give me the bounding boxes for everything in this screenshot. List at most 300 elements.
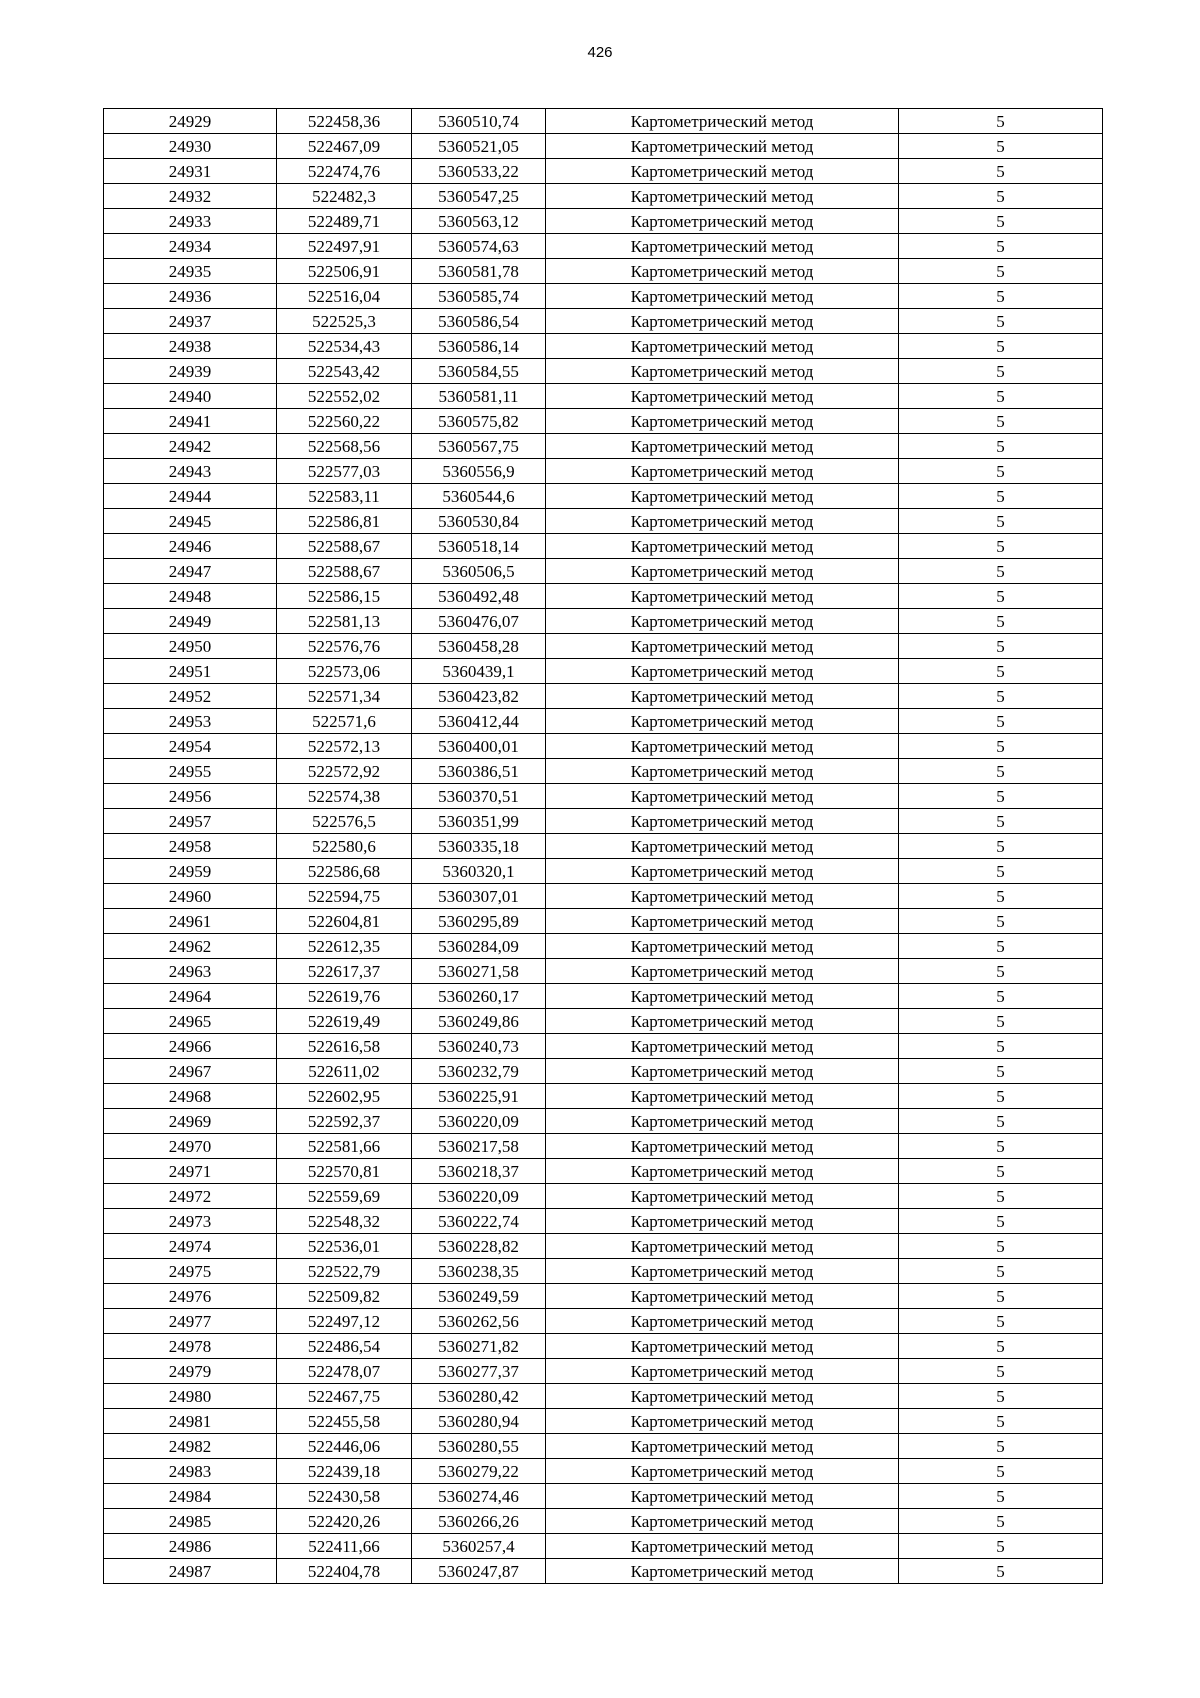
- x-coordinate-cell: 522586,15: [277, 584, 412, 609]
- accuracy-cell: 5: [899, 384, 1103, 409]
- accuracy-cell: 5: [899, 434, 1103, 459]
- table-row: [104, 484, 1103, 509]
- x-coordinate-cell: 522588,67: [277, 534, 412, 559]
- coordinates-table-body: [104, 109, 1103, 1584]
- point-number-cell: 24950: [104, 634, 277, 659]
- point-number-cell: 24948: [104, 584, 277, 609]
- method-cell: Картометрический метод: [546, 1409, 899, 1434]
- point-number-cell: 24941: [104, 409, 277, 434]
- point-number-cell: 24931: [104, 159, 277, 184]
- y-coordinate-cell: 5360279,22: [412, 1459, 546, 1484]
- y-coordinate-cell: 5360506,5: [412, 559, 546, 584]
- y-coordinate-cell: 5360280,55: [412, 1434, 546, 1459]
- point-number-cell: 24982: [104, 1434, 277, 1459]
- x-coordinate-cell: 522458,36: [277, 109, 412, 134]
- x-coordinate-cell: 522486,54: [277, 1334, 412, 1359]
- y-coordinate-cell: 5360567,75: [412, 434, 546, 459]
- method-cell: Картометрический метод: [546, 334, 899, 359]
- accuracy-cell: 5: [899, 559, 1103, 584]
- accuracy-cell: 5: [899, 1409, 1103, 1434]
- y-coordinate-cell: 5360240,73: [412, 1034, 546, 1059]
- x-coordinate-cell: 522572,13: [277, 734, 412, 759]
- point-number-cell: 24957: [104, 809, 277, 834]
- page-number: 426: [587, 44, 613, 61]
- accuracy-cell: 5: [899, 584, 1103, 609]
- method-cell: Картометрический метод: [546, 1184, 899, 1209]
- accuracy-cell: 5: [899, 184, 1103, 209]
- x-coordinate-cell: 522573,06: [277, 659, 412, 684]
- x-coordinate-cell: 522588,67: [277, 559, 412, 584]
- y-coordinate-cell: 5360218,37: [412, 1159, 546, 1184]
- method-cell: Картометрический метод: [546, 934, 899, 959]
- accuracy-cell: 5: [899, 1209, 1103, 1234]
- method-cell: Картометрический метод: [546, 1534, 899, 1559]
- accuracy-cell: 5: [899, 259, 1103, 284]
- table-row: [104, 284, 1103, 309]
- x-coordinate-cell: 522525,3: [277, 309, 412, 334]
- table-row: [104, 1059, 1103, 1084]
- table-row: [104, 884, 1103, 909]
- x-coordinate-cell: 522497,12: [277, 1309, 412, 1334]
- point-number-cell: 24970: [104, 1134, 277, 1159]
- table-row: [104, 634, 1103, 659]
- method-cell: Картометрический метод: [546, 784, 899, 809]
- table-row: [104, 359, 1103, 384]
- x-coordinate-cell: 522534,43: [277, 334, 412, 359]
- method-cell: Картометрический метод: [546, 809, 899, 834]
- point-number-cell: 24951: [104, 659, 277, 684]
- method-cell: Картометрический метод: [546, 884, 899, 909]
- method-cell: Картометрический метод: [546, 709, 899, 734]
- accuracy-cell: 5: [899, 709, 1103, 734]
- point-number-cell: 24980: [104, 1384, 277, 1409]
- table-row: [104, 259, 1103, 284]
- accuracy-cell: 5: [899, 1509, 1103, 1534]
- x-coordinate-cell: 522574,38: [277, 784, 412, 809]
- table-row: [104, 1084, 1103, 1109]
- method-cell: Картометрический метод: [546, 1109, 899, 1134]
- accuracy-cell: 5: [899, 959, 1103, 984]
- point-number-cell: 24956: [104, 784, 277, 809]
- table-row: [104, 234, 1103, 259]
- coordinates-table: [103, 108, 1103, 1584]
- table-row: [104, 1184, 1103, 1209]
- y-coordinate-cell: 5360217,58: [412, 1134, 546, 1159]
- x-coordinate-cell: 522482,3: [277, 184, 412, 209]
- table-row: [104, 384, 1103, 409]
- x-coordinate-cell: 522604,81: [277, 909, 412, 934]
- method-cell: Картометрический метод: [546, 534, 899, 559]
- point-number-cell: 24930: [104, 134, 277, 159]
- table-row: [104, 334, 1103, 359]
- x-coordinate-cell: 522580,6: [277, 834, 412, 859]
- y-coordinate-cell: 5360544,6: [412, 484, 546, 509]
- point-number-cell: 24983: [104, 1459, 277, 1484]
- method-cell: Картометрический метод: [546, 659, 899, 684]
- table-row: [104, 1109, 1103, 1134]
- table-row: [104, 984, 1103, 1009]
- x-coordinate-cell: 522497,91: [277, 234, 412, 259]
- x-coordinate-cell: 522571,34: [277, 684, 412, 709]
- method-cell: Картометрический метод: [546, 1209, 899, 1234]
- table-row: [104, 909, 1103, 934]
- method-cell: Картометрический метод: [546, 559, 899, 584]
- method-cell: Картометрический метод: [546, 409, 899, 434]
- x-coordinate-cell: 522509,82: [277, 1284, 412, 1309]
- point-number-cell: 24985: [104, 1509, 277, 1534]
- method-cell: Картометрический метод: [546, 434, 899, 459]
- x-coordinate-cell: 522576,76: [277, 634, 412, 659]
- method-cell: Картометрический метод: [546, 1384, 899, 1409]
- x-coordinate-cell: 522619,76: [277, 984, 412, 1009]
- point-number-cell: 24938: [104, 334, 277, 359]
- method-cell: Картометрический метод: [546, 1359, 899, 1384]
- y-coordinate-cell: 5360521,05: [412, 134, 546, 159]
- accuracy-cell: 5: [899, 1434, 1103, 1459]
- x-coordinate-cell: 522439,18: [277, 1459, 412, 1484]
- y-coordinate-cell: 5360584,55: [412, 359, 546, 384]
- table-row: [104, 1234, 1103, 1259]
- point-number-cell: 24966: [104, 1034, 277, 1059]
- y-coordinate-cell: 5360586,14: [412, 334, 546, 359]
- table-row: [104, 459, 1103, 484]
- method-cell: Картометрический метод: [546, 1234, 899, 1259]
- x-coordinate-cell: 522619,49: [277, 1009, 412, 1034]
- method-cell: Картометрический метод: [546, 759, 899, 784]
- table-row: [104, 1334, 1103, 1359]
- point-number-cell: 24972: [104, 1184, 277, 1209]
- y-coordinate-cell: 5360439,1: [412, 659, 546, 684]
- y-coordinate-cell: 5360220,09: [412, 1184, 546, 1209]
- point-number-cell: 24929: [104, 109, 277, 134]
- accuracy-cell: 5: [899, 459, 1103, 484]
- accuracy-cell: 5: [899, 209, 1103, 234]
- table-row: [104, 1009, 1103, 1034]
- point-number-cell: 24976: [104, 1284, 277, 1309]
- accuracy-cell: 5: [899, 234, 1103, 259]
- y-coordinate-cell: 5360228,82: [412, 1234, 546, 1259]
- y-coordinate-cell: 5360277,37: [412, 1359, 546, 1384]
- table-row: [104, 1384, 1103, 1409]
- point-number-cell: 24944: [104, 484, 277, 509]
- point-number-cell: 24946: [104, 534, 277, 559]
- point-number-cell: 24964: [104, 984, 277, 1009]
- x-coordinate-cell: 522543,42: [277, 359, 412, 384]
- point-number-cell: 24978: [104, 1334, 277, 1359]
- y-coordinate-cell: 5360518,14: [412, 534, 546, 559]
- table-row: [104, 609, 1103, 634]
- x-coordinate-cell: 522474,76: [277, 159, 412, 184]
- table-row: [104, 1309, 1103, 1334]
- table-row: [104, 1409, 1103, 1434]
- x-coordinate-cell: 522572,92: [277, 759, 412, 784]
- accuracy-cell: 5: [899, 809, 1103, 834]
- x-coordinate-cell: 522548,32: [277, 1209, 412, 1234]
- accuracy-cell: 5: [899, 1459, 1103, 1484]
- table-row: [104, 1434, 1103, 1459]
- accuracy-cell: 5: [899, 1284, 1103, 1309]
- y-coordinate-cell: 5360556,9: [412, 459, 546, 484]
- table-row: [104, 1459, 1103, 1484]
- method-cell: Картометрический метод: [546, 984, 899, 1009]
- y-coordinate-cell: 5360412,44: [412, 709, 546, 734]
- accuracy-cell: 5: [899, 359, 1103, 384]
- y-coordinate-cell: 5360271,58: [412, 959, 546, 984]
- y-coordinate-cell: 5360458,28: [412, 634, 546, 659]
- y-coordinate-cell: 5360249,86: [412, 1009, 546, 1034]
- accuracy-cell: 5: [899, 159, 1103, 184]
- table-row: [104, 1134, 1103, 1159]
- table-row: [104, 959, 1103, 984]
- accuracy-cell: 5: [899, 134, 1103, 159]
- table-row: [104, 1209, 1103, 1234]
- table-row: [104, 159, 1103, 184]
- method-cell: Картометрический метод: [546, 1034, 899, 1059]
- table-row: [104, 1484, 1103, 1509]
- method-cell: Картометрический метод: [546, 384, 899, 409]
- accuracy-cell: 5: [899, 934, 1103, 959]
- x-coordinate-cell: 522455,58: [277, 1409, 412, 1434]
- method-cell: Картометрический метод: [546, 909, 899, 934]
- point-number-cell: 24937: [104, 309, 277, 334]
- accuracy-cell: 5: [899, 834, 1103, 859]
- y-coordinate-cell: 5360320,1: [412, 859, 546, 884]
- method-cell: Картометрический метод: [546, 1459, 899, 1484]
- y-coordinate-cell: 5360530,84: [412, 509, 546, 534]
- method-cell: Картометрический метод: [546, 584, 899, 609]
- point-number-cell: 24933: [104, 209, 277, 234]
- accuracy-cell: 5: [899, 334, 1103, 359]
- accuracy-cell: 5: [899, 684, 1103, 709]
- method-cell: Картометрический метод: [546, 509, 899, 534]
- y-coordinate-cell: 5360257,4: [412, 1534, 546, 1559]
- x-coordinate-cell: 522560,22: [277, 409, 412, 434]
- method-cell: Картометрический метод: [546, 1159, 899, 1184]
- accuracy-cell: 5: [899, 984, 1103, 1009]
- table-row: [104, 1509, 1103, 1534]
- method-cell: Картометрический метод: [546, 1559, 899, 1584]
- point-number-cell: 24953: [104, 709, 277, 734]
- y-coordinate-cell: 5360581,78: [412, 259, 546, 284]
- x-coordinate-cell: 522616,58: [277, 1034, 412, 1059]
- y-coordinate-cell: 5360581,11: [412, 384, 546, 409]
- table-row: [104, 1559, 1103, 1584]
- method-cell: Картометрический метод: [546, 1309, 899, 1334]
- accuracy-cell: 5: [899, 309, 1103, 334]
- point-number-cell: 24963: [104, 959, 277, 984]
- table-row: [104, 659, 1103, 684]
- x-coordinate-cell: 522586,68: [277, 859, 412, 884]
- accuracy-cell: 5: [899, 634, 1103, 659]
- table-row: [104, 1359, 1103, 1384]
- accuracy-cell: 5: [899, 484, 1103, 509]
- method-cell: Картометрический метод: [546, 1134, 899, 1159]
- table-row: [104, 759, 1103, 784]
- method-cell: Картометрический метод: [546, 1334, 899, 1359]
- y-coordinate-cell: 5360400,01: [412, 734, 546, 759]
- table-row: [104, 409, 1103, 434]
- point-number-cell: 24940: [104, 384, 277, 409]
- method-cell: Картометрический метод: [546, 359, 899, 384]
- accuracy-cell: 5: [899, 284, 1103, 309]
- point-number-cell: 24954: [104, 734, 277, 759]
- y-coordinate-cell: 5360575,82: [412, 409, 546, 434]
- method-cell: Картометрический метод: [546, 1284, 899, 1309]
- x-coordinate-cell: 522516,04: [277, 284, 412, 309]
- point-number-cell: 24936: [104, 284, 277, 309]
- accuracy-cell: 5: [899, 759, 1103, 784]
- y-coordinate-cell: 5360386,51: [412, 759, 546, 784]
- y-coordinate-cell: 5360222,74: [412, 1209, 546, 1234]
- accuracy-cell: 5: [899, 409, 1103, 434]
- table-row: [104, 134, 1103, 159]
- x-coordinate-cell: 522592,37: [277, 1109, 412, 1134]
- accuracy-cell: 5: [899, 1009, 1103, 1034]
- x-coordinate-cell: 522568,56: [277, 434, 412, 459]
- point-number-cell: 24986: [104, 1534, 277, 1559]
- method-cell: Картометрический метод: [546, 634, 899, 659]
- method-cell: Картометрический метод: [546, 859, 899, 884]
- x-coordinate-cell: 522559,69: [277, 1184, 412, 1209]
- x-coordinate-cell: 522577,03: [277, 459, 412, 484]
- table-row: [104, 584, 1103, 609]
- point-number-cell: 24979: [104, 1359, 277, 1384]
- y-coordinate-cell: 5360271,82: [412, 1334, 546, 1359]
- table-row: [104, 184, 1103, 209]
- point-number-cell: 24965: [104, 1009, 277, 1034]
- accuracy-cell: 5: [899, 1234, 1103, 1259]
- accuracy-cell: 5: [899, 1184, 1103, 1209]
- point-number-cell: 24949: [104, 609, 277, 634]
- point-number-cell: 24943: [104, 459, 277, 484]
- y-coordinate-cell: 5360247,87: [412, 1559, 546, 1584]
- method-cell: Картометрический метод: [546, 1484, 899, 1509]
- point-number-cell: 24945: [104, 509, 277, 534]
- table-row: [104, 209, 1103, 234]
- method-cell: Картометрический метод: [546, 109, 899, 134]
- method-cell: Картометрический метод: [546, 284, 899, 309]
- x-coordinate-cell: 522411,66: [277, 1534, 412, 1559]
- y-coordinate-cell: 5360280,94: [412, 1409, 546, 1434]
- method-cell: Картометрический метод: [546, 1434, 899, 1459]
- x-coordinate-cell: 522467,09: [277, 134, 412, 159]
- x-coordinate-cell: 522581,13: [277, 609, 412, 634]
- y-coordinate-cell: 5360533,22: [412, 159, 546, 184]
- y-coordinate-cell: 5360232,79: [412, 1059, 546, 1084]
- y-coordinate-cell: 5360295,89: [412, 909, 546, 934]
- method-cell: Картометрический метод: [546, 184, 899, 209]
- y-coordinate-cell: 5360266,26: [412, 1509, 546, 1534]
- x-coordinate-cell: 522583,11: [277, 484, 412, 509]
- y-coordinate-cell: 5360284,09: [412, 934, 546, 959]
- point-number-cell: 24977: [104, 1309, 277, 1334]
- accuracy-cell: 5: [899, 784, 1103, 809]
- y-coordinate-cell: 5360238,35: [412, 1259, 546, 1284]
- accuracy-cell: 5: [899, 1334, 1103, 1359]
- point-number-cell: 24932: [104, 184, 277, 209]
- table-row: [104, 309, 1103, 334]
- method-cell: Картометрический метод: [546, 1509, 899, 1534]
- x-coordinate-cell: 522404,78: [277, 1559, 412, 1584]
- x-coordinate-cell: 522594,75: [277, 884, 412, 909]
- point-number-cell: 24939: [104, 359, 277, 384]
- accuracy-cell: 5: [899, 1559, 1103, 1584]
- point-number-cell: 24952: [104, 684, 277, 709]
- method-cell: Картометрический метод: [546, 609, 899, 634]
- x-coordinate-cell: 522602,95: [277, 1084, 412, 1109]
- point-number-cell: 24947: [104, 559, 277, 584]
- method-cell: Картометрический метод: [546, 834, 899, 859]
- table-row: [104, 1034, 1103, 1059]
- table-row: [104, 734, 1103, 759]
- accuracy-cell: 5: [899, 109, 1103, 134]
- y-coordinate-cell: 5360574,63: [412, 234, 546, 259]
- x-coordinate-cell: 522478,07: [277, 1359, 412, 1384]
- table-row: [104, 1259, 1103, 1284]
- y-coordinate-cell: 5360370,51: [412, 784, 546, 809]
- x-coordinate-cell: 522571,6: [277, 709, 412, 734]
- x-coordinate-cell: 522617,37: [277, 959, 412, 984]
- y-coordinate-cell: 5360274,46: [412, 1484, 546, 1509]
- y-coordinate-cell: 5360220,09: [412, 1109, 546, 1134]
- y-coordinate-cell: 5360423,82: [412, 684, 546, 709]
- point-number-cell: 24973: [104, 1209, 277, 1234]
- accuracy-cell: 5: [899, 1534, 1103, 1559]
- table-row: [104, 534, 1103, 559]
- point-number-cell: 24969: [104, 1109, 277, 1134]
- point-number-cell: 24984: [104, 1484, 277, 1509]
- y-coordinate-cell: 5360510,74: [412, 109, 546, 134]
- point-number-cell: 24962: [104, 934, 277, 959]
- table-row: [104, 109, 1103, 134]
- x-coordinate-cell: 522581,66: [277, 1134, 412, 1159]
- x-coordinate-cell: 522536,01: [277, 1234, 412, 1259]
- table-row: [104, 859, 1103, 884]
- method-cell: Картометрический метод: [546, 484, 899, 509]
- x-coordinate-cell: 522506,91: [277, 259, 412, 284]
- method-cell: Картометрический метод: [546, 1009, 899, 1034]
- point-number-cell: 24967: [104, 1059, 277, 1084]
- point-number-cell: 24961: [104, 909, 277, 934]
- x-coordinate-cell: 522552,02: [277, 384, 412, 409]
- y-coordinate-cell: 5360476,07: [412, 609, 546, 634]
- table-row: [104, 934, 1103, 959]
- point-number-cell: 24935: [104, 259, 277, 284]
- method-cell: Картометрический метод: [546, 684, 899, 709]
- x-coordinate-cell: 522611,02: [277, 1059, 412, 1084]
- method-cell: Картометрический метод: [546, 1059, 899, 1084]
- accuracy-cell: 5: [899, 909, 1103, 934]
- accuracy-cell: 5: [899, 1359, 1103, 1384]
- y-coordinate-cell: 5360225,91: [412, 1084, 546, 1109]
- point-number-cell: 24958: [104, 834, 277, 859]
- method-cell: Картометрический метод: [546, 234, 899, 259]
- table-row: [104, 684, 1103, 709]
- x-coordinate-cell: 522446,06: [277, 1434, 412, 1459]
- table-row: [104, 509, 1103, 534]
- x-coordinate-cell: 522420,26: [277, 1509, 412, 1534]
- point-number-cell: 24981: [104, 1409, 277, 1434]
- method-cell: Картометрический метод: [546, 1084, 899, 1109]
- accuracy-cell: 5: [899, 1084, 1103, 1109]
- accuracy-cell: 5: [899, 734, 1103, 759]
- point-number-cell: 24960: [104, 884, 277, 909]
- accuracy-cell: 5: [899, 509, 1103, 534]
- point-number-cell: 24934: [104, 234, 277, 259]
- y-coordinate-cell: 5360335,18: [412, 834, 546, 859]
- y-coordinate-cell: 5360351,99: [412, 809, 546, 834]
- x-coordinate-cell: 522467,75: [277, 1384, 412, 1409]
